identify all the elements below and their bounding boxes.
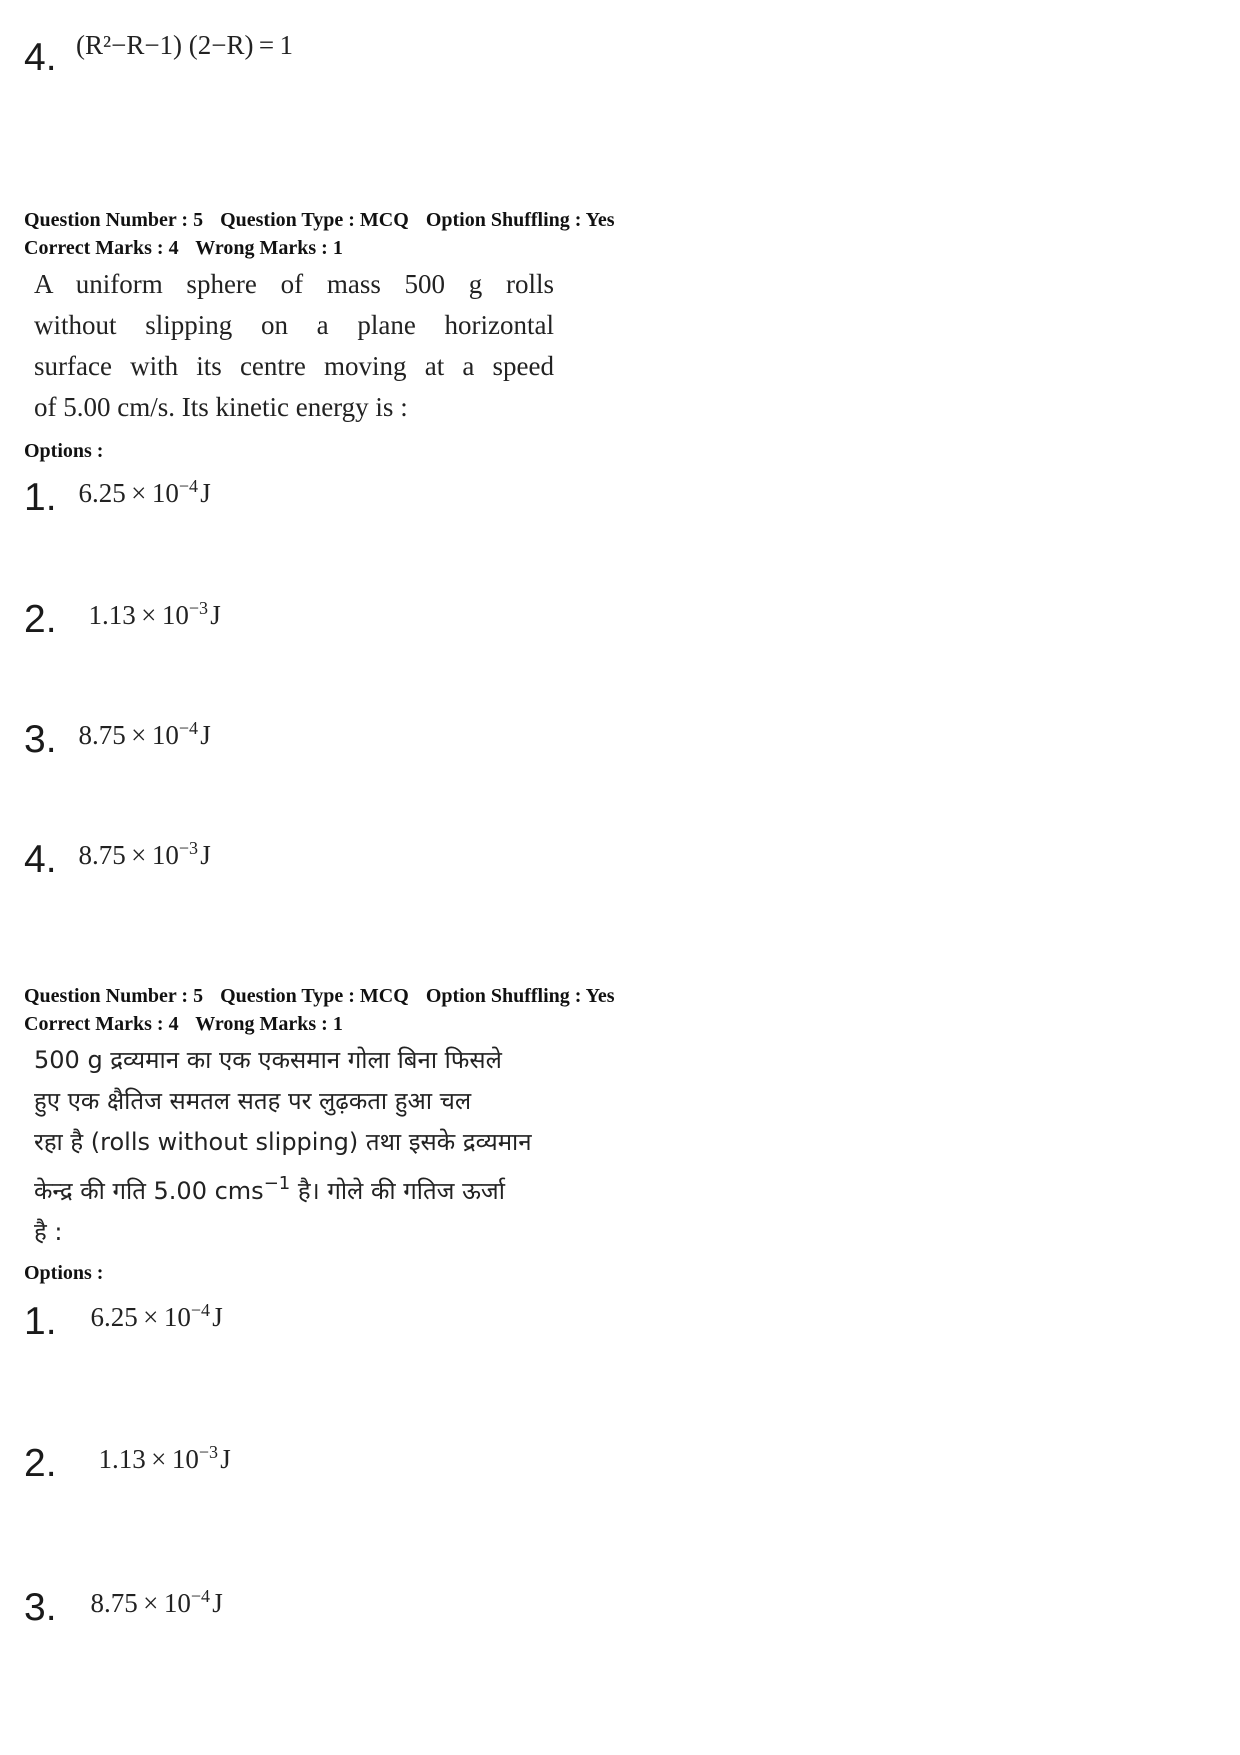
option-number: 2. bbox=[24, 598, 57, 641]
wrong-marks: Wrong Marks : 1 bbox=[195, 1013, 343, 1035]
question-number: Question Number : 5 bbox=[24, 985, 204, 1007]
question-line: है : bbox=[34, 1218, 63, 1246]
question-type: Question Type : MCQ bbox=[220, 985, 409, 1007]
options-label: Options : bbox=[24, 1262, 104, 1284]
option-value: $6.25 \times 10^{-4}$ J bbox=[78, 476, 211, 508]
option-item[interactable] bbox=[24, 718, 211, 761]
question-text-en bbox=[34, 264, 554, 428]
option-item[interactable] bbox=[24, 1442, 231, 1485]
question-line: 500 g द्रव्यमान का एक एकसमान गोला बिना फिसले bbox=[34, 1046, 502, 1074]
option-item[interactable] bbox=[24, 1300, 223, 1343]
question-number: Question Number : 5 bbox=[24, 209, 204, 231]
prev-option-4-expression: (R²−R−1) (2−R) = 1 bbox=[76, 30, 294, 60]
option-number: 1. bbox=[24, 1300, 57, 1343]
option-item[interactable] bbox=[24, 598, 221, 641]
option-value: $8.75 \times 10^{-4}$ J bbox=[90, 1586, 223, 1618]
correct-marks: Correct Marks : 4 bbox=[24, 1013, 179, 1035]
option-item[interactable] bbox=[24, 838, 211, 881]
option-shuffling: Option Shuffling : Yes bbox=[425, 209, 615, 231]
question-line: of 5.00 cm/s. Its kinetic energy is : bbox=[34, 392, 408, 422]
option-value: $1.13 \times 10^{-3}$ J bbox=[98, 1442, 231, 1474]
option-number: 4. bbox=[24, 838, 57, 881]
option-number: 3. bbox=[24, 718, 57, 761]
question-line: रहा है (rolls without slipping) तथा इसके द्रव्यमान bbox=[34, 1128, 532, 1156]
correct-marks: Correct Marks : 4 bbox=[24, 237, 179, 259]
option-value: $1.13 \times 10^{-3}$ J bbox=[88, 598, 221, 630]
question-meta-en bbox=[24, 206, 627, 262]
question-type: Question Type : MCQ bbox=[220, 209, 409, 231]
option-value: $6.25 \times 10^{-4}$ J bbox=[90, 1300, 223, 1332]
question-line: surface with its centre moving at a speed bbox=[34, 351, 554, 381]
option-number: 1. bbox=[24, 476, 57, 519]
option-number: 2. bbox=[24, 1442, 57, 1485]
option-value: $8.75 \times 10^{-3}$ J bbox=[78, 838, 211, 870]
question-line: A uniform sphere of mass 500 g rolls bbox=[34, 269, 554, 299]
option-number: 3. bbox=[24, 1586, 57, 1629]
option-item[interactable] bbox=[24, 476, 211, 519]
question-line: without slipping on a plane horizontal bbox=[34, 310, 554, 340]
question-text-hi bbox=[34, 1040, 554, 1253]
options-label: Options : bbox=[24, 440, 104, 462]
prev-option-4-number: 4. bbox=[24, 36, 57, 79]
question-line: हुए एक क्षैतिज समतल सतह पर लुढ़कता हुआ चल bbox=[34, 1087, 472, 1115]
option-shuffling: Option Shuffling : Yes bbox=[425, 985, 615, 1007]
option-item[interactable] bbox=[24, 1586, 223, 1629]
option-value: $8.75 \times 10^{-4}$ J bbox=[78, 718, 211, 750]
wrong-marks: Wrong Marks : 1 bbox=[195, 237, 343, 259]
question-line: केन्द्र की गति 5.00 cms$^{-1}$ है। गोले की गतिज ऊर्जा bbox=[34, 1173, 505, 1205]
question-meta-hi bbox=[24, 982, 627, 1038]
